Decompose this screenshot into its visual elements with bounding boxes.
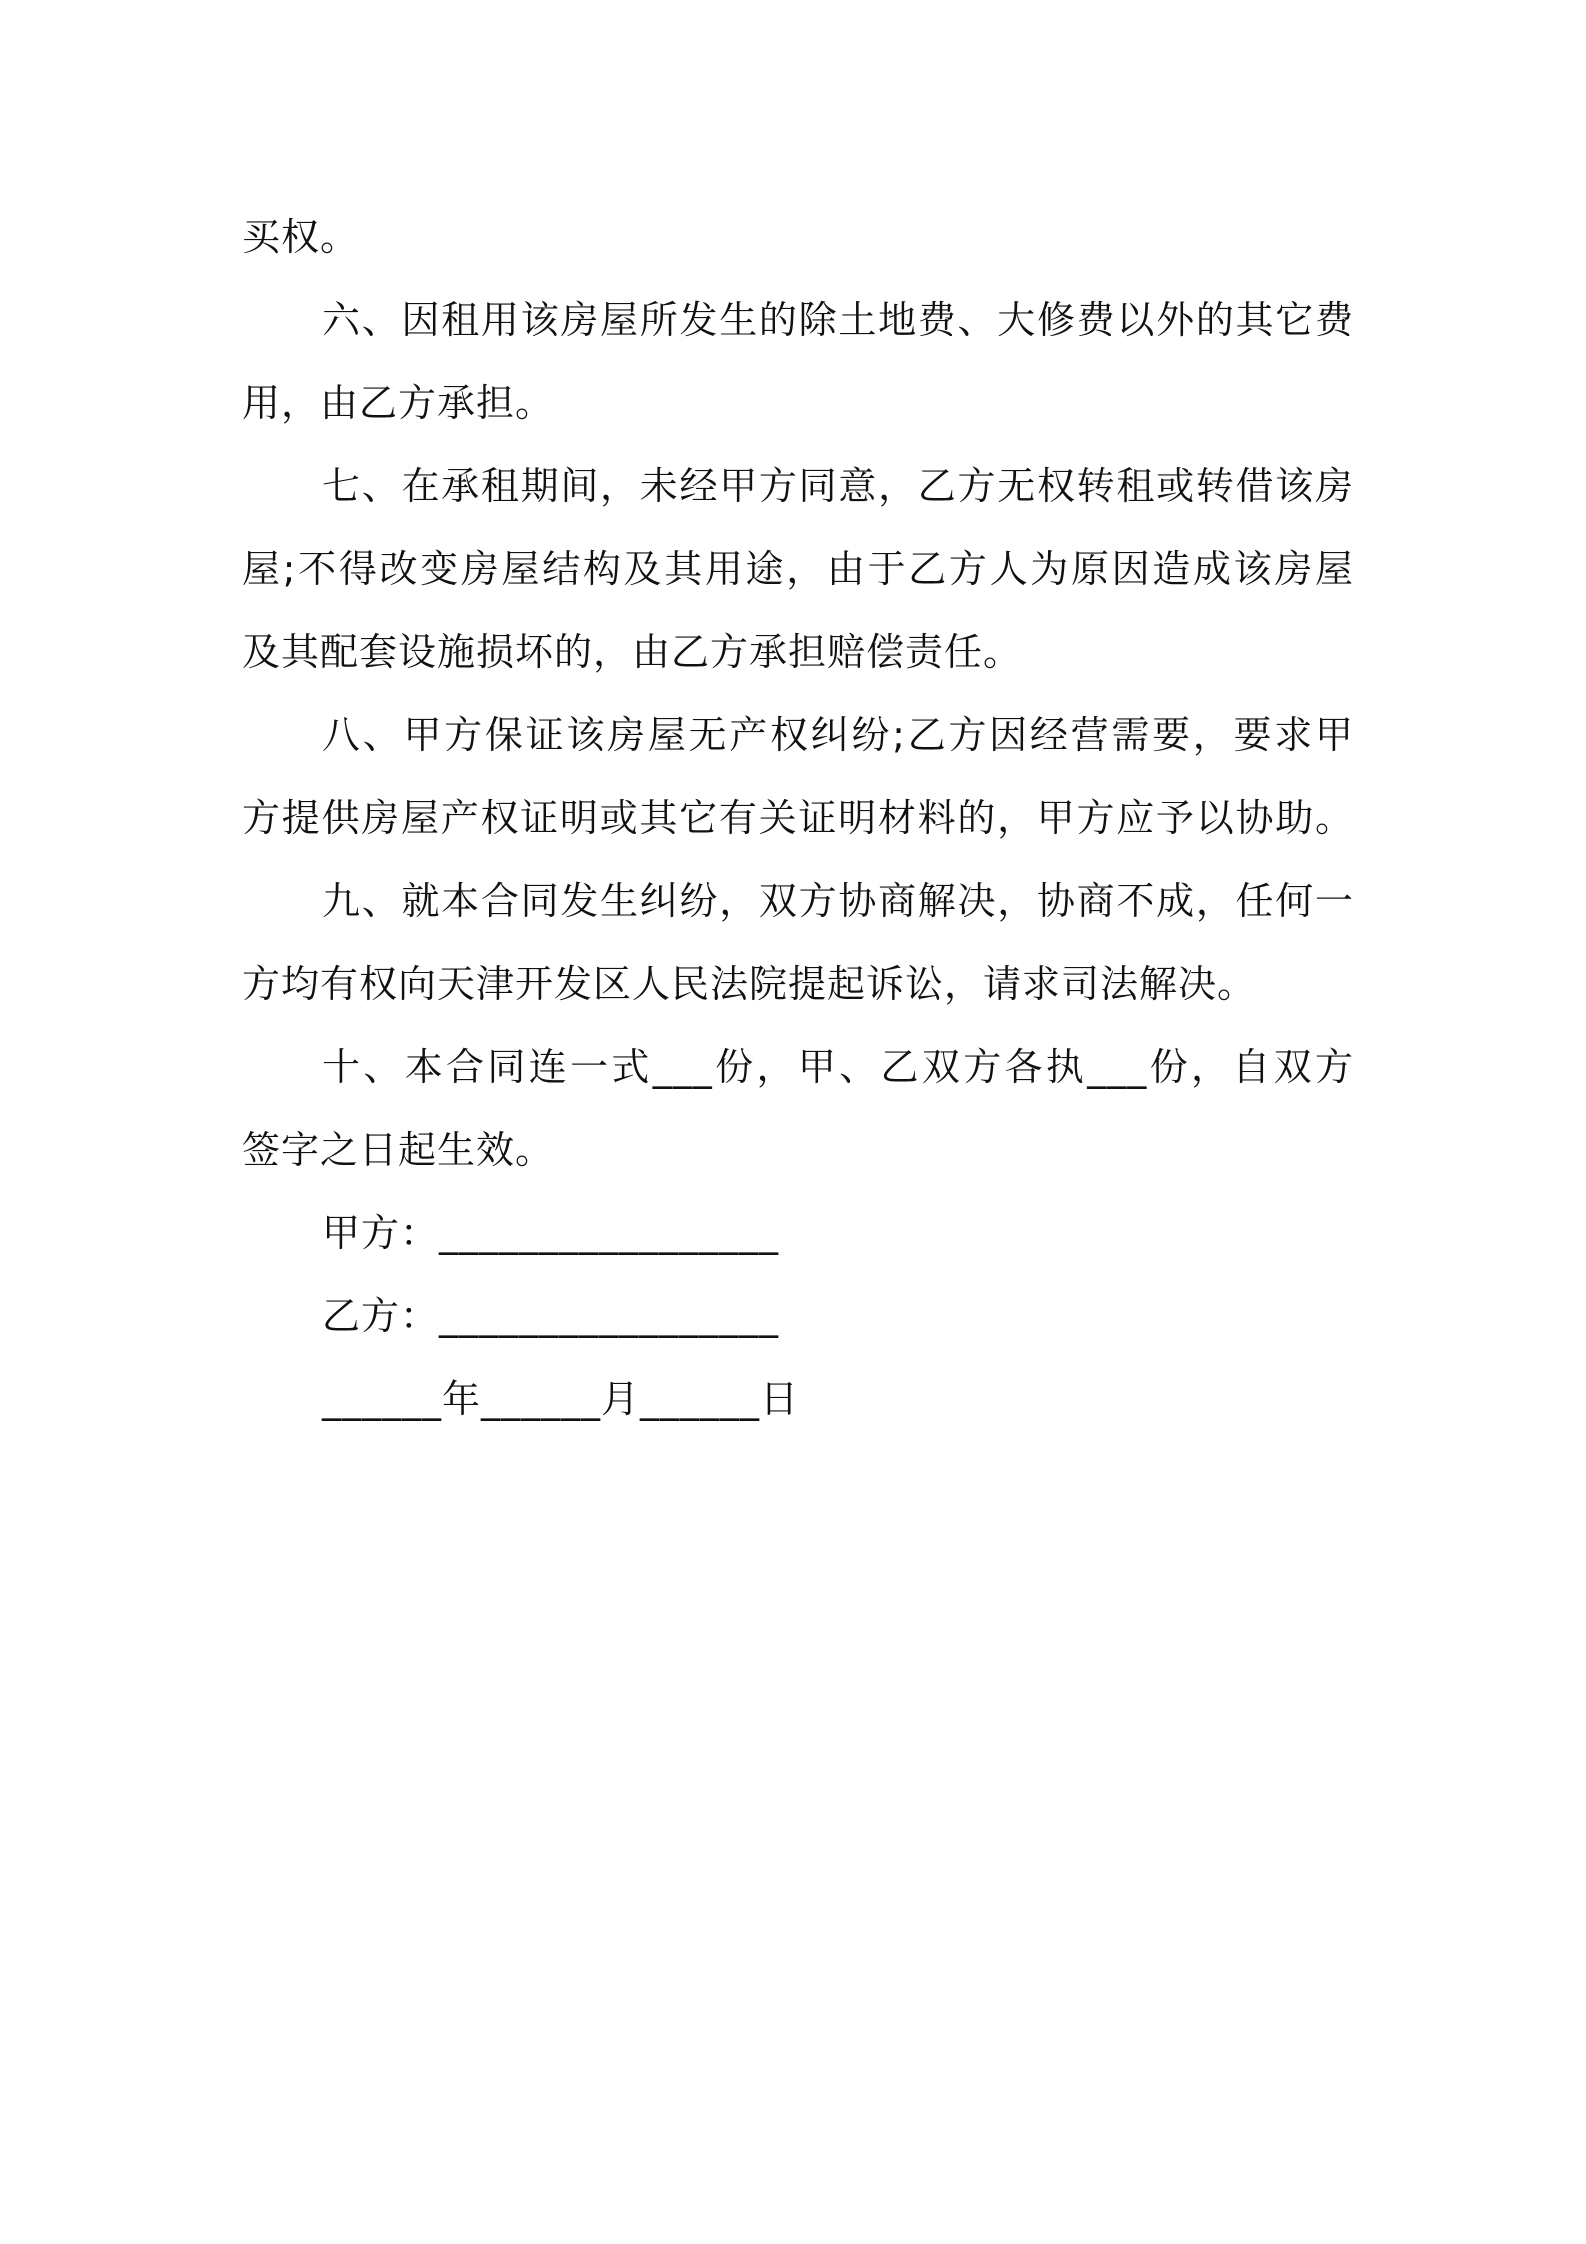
clause-6-line-1: 六、因租用该房屋所发生的除土地费、大修费以外的其它费 <box>322 298 1354 342</box>
clause-9-line-2: 方均有权向天津开发区人民法院提起诉讼，请求司法解决。 <box>242 962 1257 1006</box>
clause-8-line-1: 八、甲方保证该房屋无产权纠纷;乙方因经营需要，要求甲 <box>322 713 1354 757</box>
clause-9-line-1: 九、就本合同发生纠纷，双方协商解决，协商不成，任何一 <box>322 879 1354 923</box>
clause-6-line-2: 用，由乙方承担。 <box>242 381 555 425</box>
clause-10-line-2: 签字之日起生效。 <box>242 1128 555 1172</box>
clause-7-line-3: 及其配套设施损坏的，由乙方承担赔偿责任。 <box>242 630 1023 674</box>
party-a-signature: 甲方：_________________ <box>322 1211 780 1255</box>
clause-7-line-1: 七、在承租期间，未经甲方同意，乙方无权转租或转借该房 <box>322 464 1354 508</box>
clause-7-line-2: 屋;不得改变房屋结构及其用途，由于乙方人为原因造成该房屋 <box>242 547 1354 591</box>
signing-date: ______年______月______日 <box>322 1377 800 1421</box>
clause-8-line-2: 方提供房屋产权证明或其它有关证明材料的，甲方应予以协助。 <box>242 796 1354 840</box>
text-line: 买权。 <box>242 215 360 259</box>
party-b-signature: 乙方：_________________ <box>322 1294 780 1338</box>
clause-10-line-1: 十、本合同连一式___份，甲、乙双方各执___份，自双方 <box>322 1045 1354 1089</box>
document-body <box>242 196 1354 1441</box>
